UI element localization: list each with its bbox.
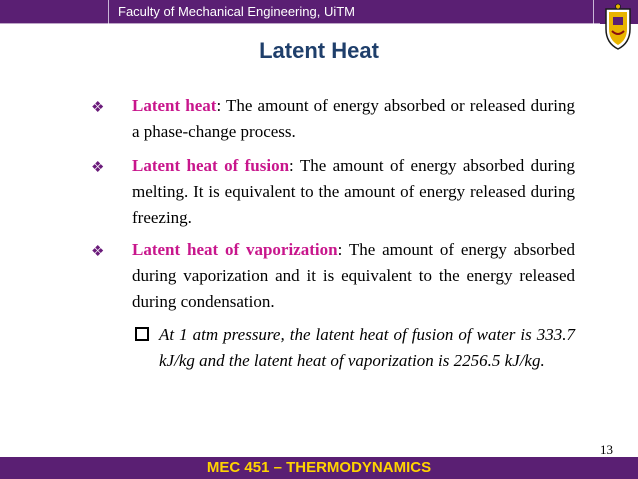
- definition-latent-heat-vaporization: : The amount of energy absorbed during vaporization and it is equivalent to the energy released during condensation.: [132, 240, 576, 311]
- term-latent-heat: Latent heat: [132, 96, 217, 115]
- slide-title: Latent Heat: [259, 38, 379, 63]
- header-divider-left: [108, 0, 109, 24]
- header-rule: [0, 23, 600, 24]
- course-label: MEC 451 – THERMODYNAMICS: [206, 459, 432, 476]
- term-latent-heat-fusion: Latent heat of fusion: [132, 156, 290, 175]
- bullet-latent-heat-fusion: [91, 153, 575, 231]
- header-bar: [0, 0, 638, 24]
- footer-bar: [0, 457, 638, 479]
- sub-bullet-water-values: [135, 322, 575, 374]
- institution-label: Faculty of Mechanical Engineering, UiTM: [118, 4, 355, 19]
- sub-bullet-text: At 1 atm pressure, the latent heat of fusion of water is 333.7 kJ/kg and the latent heat of vaporization is 2256.5 kJ/kg.: [159, 325, 575, 370]
- term-latent-heat-vaporization: Latent heat of vaporization: [132, 240, 338, 259]
- bullet-latent-heat-vaporization: [91, 237, 576, 315]
- definition-latent-heat: : The amount of energy absorbed or released during a phase-change process.: [132, 96, 575, 141]
- bullet-latent-heat: [91, 93, 575, 145]
- diamond-bullet-icon: ❖: [91, 160, 105, 176]
- definition-latent-heat-fusion: : The amount of energy absorbed during melting. It is equivalent to the amount of energy released during freezing.: [132, 156, 575, 227]
- page-number: 13: [600, 442, 613, 457]
- header-divider-right: [593, 0, 594, 24]
- checkbox-bullet-icon: [135, 327, 149, 341]
- diamond-bullet-icon: ❖: [91, 100, 105, 116]
- diamond-bullet-icon: ❖: [91, 244, 105, 260]
